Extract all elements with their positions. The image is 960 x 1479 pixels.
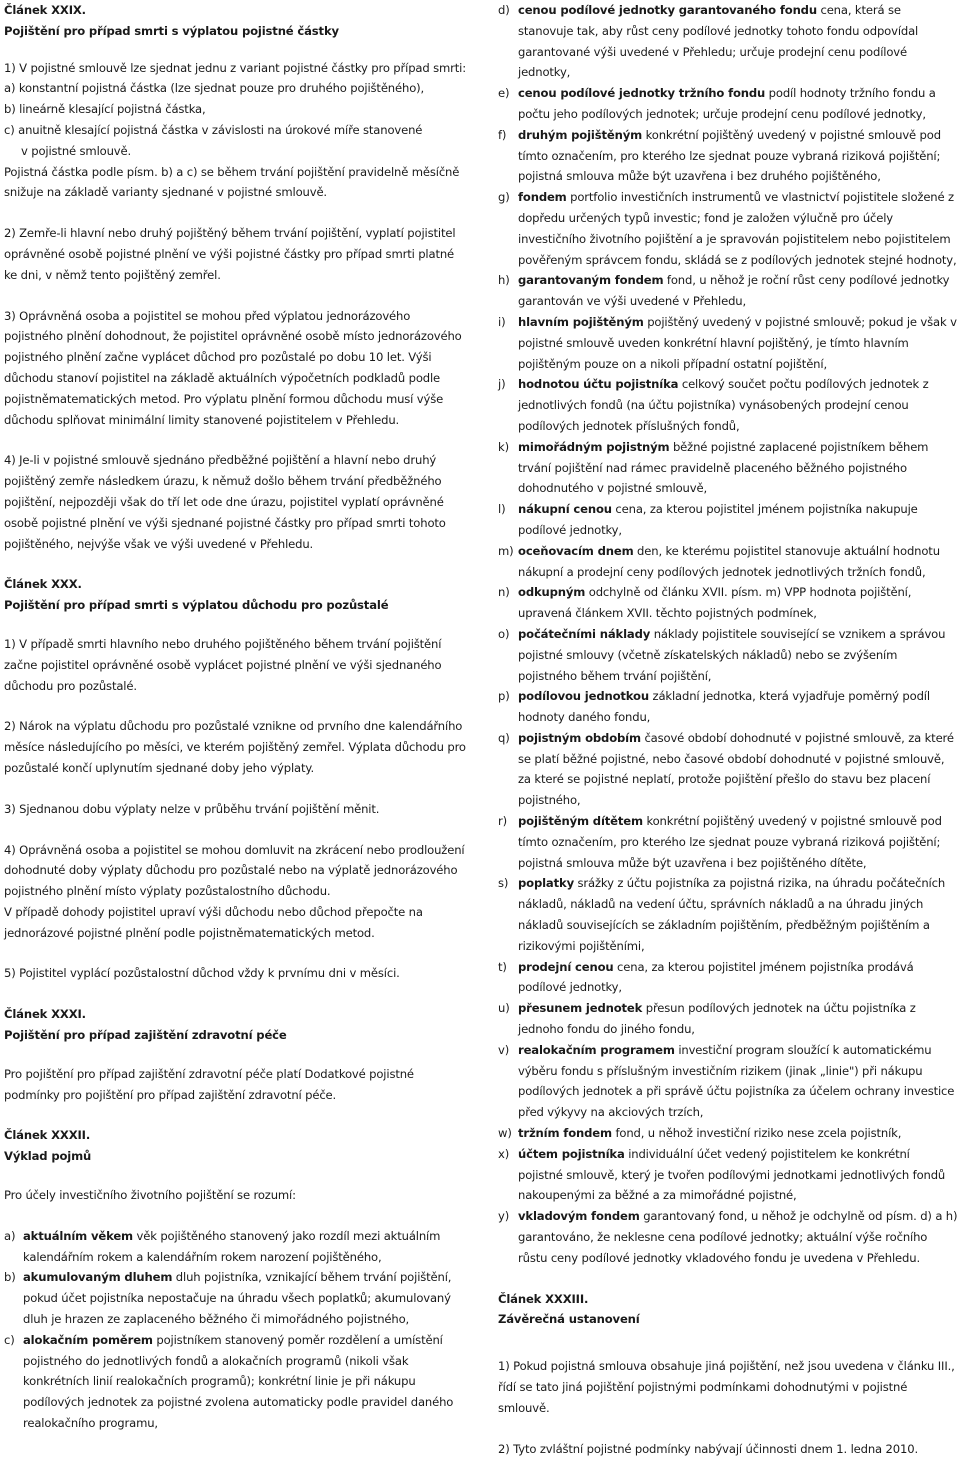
- defined-term: počátečními náklady: [518, 626, 651, 641]
- definition-text: pojištěný uvedený v pojistné smlouvě; pokud je však v pojistné smlouvě uveden konkrétní hlavní pojištěný, je tímto hlavním pojištěným pouze on a nikoli případní ostatní pojištění,: [518, 314, 957, 371]
- definition-item: [498, 811, 958, 873]
- item-text: [518, 0, 958, 83]
- defined-term: garantovaným fondem: [518, 273, 664, 288]
- article-title: Pojištění pro případ smrti s výplatou pojistné částky: [4, 23, 339, 38]
- paragraph: 1) V případě smrti hlavního nebo druhého pojištěného během trvání pojištění začne pojistitel oprávněné osobě vyplácet pojistné plnění ve výši sjednaného důchodu pro pozůstalé.: [4, 636, 442, 693]
- item-label: j): [498, 377, 506, 392]
- defined-term: odkupným: [518, 585, 586, 600]
- paragraph: 2) Tyto zvláštní pojistné podmínky nabývají účinnosti dnem 1. ledna 2010.: [498, 1441, 918, 1456]
- paragraph: 4) Je-li v pojistné smlouvě sjednáno předběžné pojištění a hlavní nebo druhý pojištěný zemře následkem úrazu, k němuž došlo během trvání předběžného pojištění, nejpozději však do tří let ode dne úrazu, pojistitel vyplatí oprávněné osobě pojistné plnění ve výši sjednané pojistné částky pro případ smrti tohoto pojištěného, nejvýše však ve výši uvedené v Přehledu.: [4, 453, 446, 551]
- paragraph: 3) Oprávněná osoba a pojistitel se mohou před výplatou jednorázového pojistného plnění dohodnout, že pojistitel oprávněné osobě místo jednorázového pojistného plnění začne vyplácet důchod pro pozůstalé po dobu 10 let. Výši důchodu stanoví pojistitel na základě aktuálních výpočetních podkladů podle pojistněmatematických metod. Pro výplatu plnění formou důchodu musí výše důchodu splňovat minimální limity stanovené pojistitelem v Přehledu.: [4, 308, 462, 427]
- item-label: d): [498, 3, 510, 17]
- definition-text: cena, za kterou pojistitel jménem pojistníka nakupuje podílové jednotky,: [518, 502, 918, 537]
- article-title: Závěrečná ustanovení: [498, 1312, 640, 1327]
- item-text: [518, 582, 958, 624]
- item-label: h): [498, 273, 510, 288]
- definition-text: odchylně od článku XVII. písm. m) VPP hodnota pojištění, upravená článkem XVII. těchto pojistných podmínek,: [518, 585, 912, 621]
- definition-item: [498, 374, 958, 436]
- definition-text: investiční program sloužící k automatickému výběru fondu s příslušným investičním rizikem (jinak „linie") při nákupu podílových jednotek a při správě účtu pojistníka za účelem ochrany investice před výkyvy na akciových trzích,: [518, 1042, 955, 1120]
- definitions-list: [4, 1226, 470, 1434]
- item-label: w): [498, 1126, 512, 1141]
- item-label: a): [4, 1228, 16, 1243]
- definition-item: [498, 624, 958, 686]
- paragraph: 5) Pojistitel vyplácí pozůstalostní důchod vždy k prvnímu dni v měsíci.: [4, 966, 400, 981]
- definition-text: portfolio investičních instrumentů ve vlastnictví pojistitele složené z dopředu určených typů investic; fond je založen výlučně pro účely investičního životního pojištění a je spravován pojistitelem nebo pojistitelem pověřeným správcem fondu, skládá se z podílových jednotek stejné hodnoty,: [518, 190, 957, 267]
- definition-text: cena, která se stanovuje tak, aby růst ceny podílové jednotky tohoto fondu odpovídal garantované výši uvedené v Přehledu; určuje prodejní cenu podílové jednotky,: [518, 3, 919, 80]
- item-text: [518, 686, 958, 728]
- paragraph: Pojistná částka podle písm. b) a c) se během trvání pojištění pravidelně měsíčně snižuje na základě varianty sjednané v pojistné smlouvě.: [4, 164, 460, 200]
- defined-term: účtem pojistníka: [518, 1146, 625, 1161]
- definition-text: konkrétní pojištěný uvedený v pojistné smlouvě pod tímto označením, pro kterého lze sjednat pouze vybraná riziková pojištění; pojistná smlouva může být uzavřena i bez druhého pojištěného,: [518, 127, 941, 184]
- item-text: [518, 541, 958, 583]
- defined-term: fondem: [518, 190, 567, 205]
- list-item-continuation: v pojistné smlouvě.: [21, 143, 132, 158]
- definition-item: [498, 125, 958, 187]
- item-text: [518, 187, 958, 270]
- item-label: e): [498, 86, 510, 101]
- definition-item: [498, 312, 958, 374]
- item-text: [518, 873, 958, 956]
- paragraph: 4) Oprávněná osoba a pojistitel se mohou domluvit na zkrácení nebo prodloužení dohodnuté doby výplaty důchodu pro pozůstalé nebo na výplatě jednorázového pojistného plnění místo výplaty pozůstalostního důchodu.: [4, 842, 465, 899]
- article-number: Článek XXIX.: [4, 3, 86, 17]
- defined-term: poplatky: [518, 876, 574, 891]
- definition-text: individuální účet vedený pojistitelem ke konkrétní pojistné smlouvě, který je tvořen podílovými jednotkami jednotlivých fondů nakoupenými za běžné a za mimořádné pojistné,: [518, 1146, 946, 1203]
- item-text: [518, 1206, 958, 1268]
- item-label: n): [498, 585, 510, 600]
- item-label: c): [4, 1332, 15, 1347]
- item-text: [23, 1226, 470, 1268]
- item-label: l): [498, 502, 506, 517]
- item-label: b): [4, 1270, 16, 1285]
- definition-item: [498, 1123, 958, 1144]
- article-title: Pojištění pro případ smrti s výplatou důchodu pro pozůstalé: [4, 598, 389, 613]
- definition-item: [498, 187, 958, 270]
- item-label: k): [498, 439, 509, 454]
- definition-item: [498, 1040, 958, 1123]
- defined-term: prodejní cenou: [518, 959, 614, 974]
- article-number: Článek XXX.: [4, 577, 82, 592]
- defined-term: vkladovým fondem: [518, 1209, 640, 1224]
- definition-item: [498, 270, 958, 312]
- item-text: [23, 1330, 470, 1434]
- definition-text: náklady pojistitele související se vznikem a správou pojistné smlouvy (včetně získatelských nákladů) nebo se zvýšením pojistného během trvání pojištění,: [518, 626, 946, 683]
- item-text: [518, 998, 958, 1040]
- defined-term: přesunem jednotek: [518, 1001, 643, 1016]
- article-title: Pojištění pro případ zajištění zdravotní péče: [4, 1028, 287, 1043]
- defined-term: aktuálním věkem: [23, 1228, 133, 1243]
- paragraph: V případě dohody pojistitel upraví výši důchodu nebo důchod přepočte na jednorázové pojistné plnění podle pojistněmatematických metod.: [4, 904, 423, 940]
- definition-item: [498, 541, 958, 583]
- definition-text: celkový součet počtu podílových jednotek z jednotlivých fondů (na účtu pojistníka) vynásobených prodejní cenou podílových jednotek příslušných fondů,: [518, 377, 929, 433]
- list-item: a) konstantní pojistná částka (lze sjednat pouze pro druhého pojištěného),: [4, 81, 425, 96]
- defined-term: hodnotou účtu pojistníka: [518, 377, 679, 392]
- item-text: [23, 1267, 470, 1329]
- defined-term: pojištěným dítětem: [518, 814, 643, 829]
- item-text: [518, 83, 958, 125]
- defined-term: akumulovaným dluhem: [23, 1270, 173, 1285]
- defined-term: realokačním programem: [518, 1042, 675, 1057]
- item-label: p): [498, 689, 510, 704]
- item-text: [518, 728, 958, 811]
- definition-text: konkrétní pojištěný uvedený v pojistné smlouvě pod tímto označením, pro kterého lze sjednat pouze vybraná riziková pojištění; pojistná smlouva může být uzavřena i bez pojištěného dítěte,: [518, 814, 942, 870]
- article-number: Článek XXXI.: [4, 1007, 86, 1022]
- defined-term: podílovou jednotkou: [518, 689, 649, 704]
- article-number: Článek XXXII.: [4, 1128, 91, 1143]
- paragraph: 3) Sjednanou dobu výplaty nelze v průběhu trvání pojištění měnit.: [4, 801, 380, 816]
- definition-item: [498, 1206, 958, 1268]
- definition-text: den, ke kterému pojistitel stanovuje aktuální hodnotu nákupní a prodejní ceny podílových jednotek jednotlivých tržních fondů,: [518, 543, 940, 579]
- article-33: [498, 1289, 958, 1460]
- definition-text: srážky z účtu pojistníka za pojistná rizika, na úhradu počátečních nákladů, nákladů na vedení účtu, správních nákladů a na úhradu jiných nákladů souvisejících se základním pojištěním, předběžným pojištěním a rizikovými pojištěními,: [518, 876, 946, 953]
- list-item: c) anuitně klesající pojistná částka v závislosti na úrokové míře stanovené: [4, 122, 423, 137]
- definition-item: [498, 0, 958, 83]
- article-title: Výklad pojmů: [4, 1149, 92, 1164]
- article-32: [4, 1125, 470, 1433]
- definition-text: časové období dohodnuté v pojistné smlouvě, za které se platí běžné pojistné, nebo časové období dohodnuté v pojistné smlouvě, za které se pojistné neplatí, protože pojištění přešlo do stavu bez placení pojistného,: [518, 730, 954, 808]
- defined-term: tržním fondem: [518, 1126, 612, 1141]
- item-text: [518, 374, 958, 436]
- definition-item: [498, 1144, 958, 1206]
- definition-text: dluh pojistníka, vznikající během trvání pojištění, pokud účet pojistníka nepostačuje na úhradu všech poplatků; akumulovaný dluh je hrazen ze zaplaceného běžného či mimořádného pojistného,: [23, 1270, 452, 1327]
- paragraph: 2) Zemře-li hlavní nebo druhý pojištěný během trvání pojištění, vyplatí pojistitel oprávněné osobě pojistné plnění ve výši pojistné částky pro případ smrti platné ke dni, v němž tento pojištěný zemřel.: [4, 226, 456, 282]
- item-text: [518, 1144, 958, 1206]
- defined-term: hlavním pojištěným: [518, 314, 644, 329]
- definition-item: [498, 582, 958, 624]
- definition-item: [498, 728, 958, 811]
- item-label: x): [498, 1146, 510, 1161]
- definition-item: [498, 873, 958, 956]
- definition-text: běžné pojistné zaplacené pojistníkem během trvání pojištění nad rámec pravidelně placeného běžného pojistného dohodnutého v pojistné smlouvě,: [518, 439, 929, 496]
- article-29: [4, 0, 470, 554]
- definition-item: [498, 437, 958, 499]
- item-text: [518, 125, 958, 187]
- definition-item: [4, 1267, 470, 1329]
- definition-item: [4, 1226, 470, 1268]
- definition-text: věk pojištěného stanovený jako rozdíl mezi aktuálním kalendářním rokem a kalendářním rokem narození pojištěného,: [23, 1228, 441, 1264]
- item-text: [518, 437, 958, 499]
- defined-term: oceňovacím dnem: [518, 543, 634, 558]
- item-text: [518, 811, 958, 873]
- paragraph: Pro účely investičního životního pojištění se rozumí:: [4, 1188, 296, 1203]
- item-label: m): [498, 543, 514, 558]
- definition-text: fond, u něhož investiční riziko nese zcela pojistník,: [611, 1126, 902, 1141]
- left-column: [4, 0, 470, 1434]
- defined-term: druhým pojištěným: [518, 127, 643, 142]
- definitions-list: [498, 0, 958, 1269]
- definition-text: garantovaný fond, u něhož je odchylně od písm. d) a h) garantováno, že neklesne cena podílové jednotky; aktuální výše ročního růstu ceny podílové jednotky vkladového fondu je uvedena v Přehledu.: [518, 1209, 958, 1265]
- right-column: [498, 0, 958, 1479]
- item-text: [518, 499, 958, 541]
- definition-text: základní jednotka, která vyjadřuje poměrný podíl hodnoty daného fondu,: [518, 689, 930, 725]
- paragraph: 1) Pokud pojistná smlouva obsahuje jiná pojištění, než jsou uvedena v článku III., řídí se tato jiná pojištění pojistnými podmínkami dohodnutými v pojistné smlouvě.: [498, 1359, 955, 1415]
- item-label: s): [498, 876, 509, 891]
- item-label: f): [498, 127, 507, 142]
- item-text: [518, 1123, 958, 1144]
- item-text: [518, 1040, 958, 1123]
- definition-text: přesun podílových jednotek na účtu pojistníka z jednoho fondu do jiného fondu,: [518, 1001, 916, 1037]
- definition-item: [498, 998, 958, 1040]
- definition-item: [498, 957, 958, 999]
- item-label: v): [498, 1042, 510, 1057]
- defined-term: mimořádným pojistným: [518, 439, 670, 454]
- item-label: t): [498, 959, 507, 974]
- defined-term: alokačním poměrem: [23, 1332, 153, 1347]
- paragraph: 1) V pojistné smlouvě lze sjednat jednu z variant pojistné částky pro případ smrti:: [4, 60, 466, 75]
- definition-item: [498, 499, 958, 541]
- paragraph: Pro pojištění pro případ zajištění zdravotní péče platí Dodatkové pojistné podmínky pro pojištění pro případ zajištění zdravotní péče.: [4, 1066, 414, 1102]
- article-31: [4, 1004, 470, 1105]
- defined-term: cenou podílové jednotky tržního fondu: [518, 86, 766, 101]
- item-label: y): [498, 1209, 510, 1224]
- definition-item: [4, 1330, 470, 1434]
- defined-term: nákupní cenou: [518, 502, 612, 517]
- definition-text: fond, u něhož je roční růst ceny podílové jednotky garantován ve výši uvedené v Přehledu,: [518, 273, 950, 309]
- item-text: [518, 270, 958, 312]
- definition-text: pojistníkem stanovený poměr rozdělení a umístění pojistného do jednotlivých fondů a alokačních programů (nikoli však konkrétních linií realokačních programů); konkrétní linie je při nákupu podílových jednotek za pojistné zvolena automaticky podle pravidel daného realokačního programu,: [23, 1332, 454, 1431]
- item-label: q): [498, 730, 510, 745]
- item-label: o): [498, 626, 510, 641]
- item-label: i): [498, 314, 506, 329]
- defined-term: pojistným obdobím: [518, 730, 641, 745]
- article-30: [4, 574, 470, 984]
- item-label: r): [498, 814, 507, 829]
- definition-text: podíl hodnoty tržního fondu a počtu jeho podílových jednotek; určuje prodejní cenu podílové jednotky,: [518, 86, 936, 121]
- definition-item: [498, 686, 958, 728]
- item-text: [518, 312, 958, 374]
- paragraph: 2) Nárok na výplatu důchodu pro pozůstalé vznikne od prvního dne kalendářního měsíce následujícího po měsíci, ve kterém pojištěný zemřel. Výplata důchodu pro pozůstalé končí uplynutím sjednané doby jeho výplaty.: [4, 719, 466, 775]
- item-text: [518, 624, 958, 686]
- defined-term: cenou podílové jednotky garantovaného fondu: [518, 3, 817, 17]
- definition-item: [498, 83, 958, 125]
- item-text: [518, 957, 958, 999]
- list-item: b) lineárně klesající pojistná částka,: [4, 102, 206, 117]
- item-label: g): [498, 190, 510, 205]
- article-number: Článek XXXIII.: [498, 1291, 589, 1306]
- item-label: u): [498, 1001, 510, 1016]
- definition-text: cena, za kterou pojistitel jménem pojistníka prodává podílové jednotky,: [518, 959, 914, 995]
